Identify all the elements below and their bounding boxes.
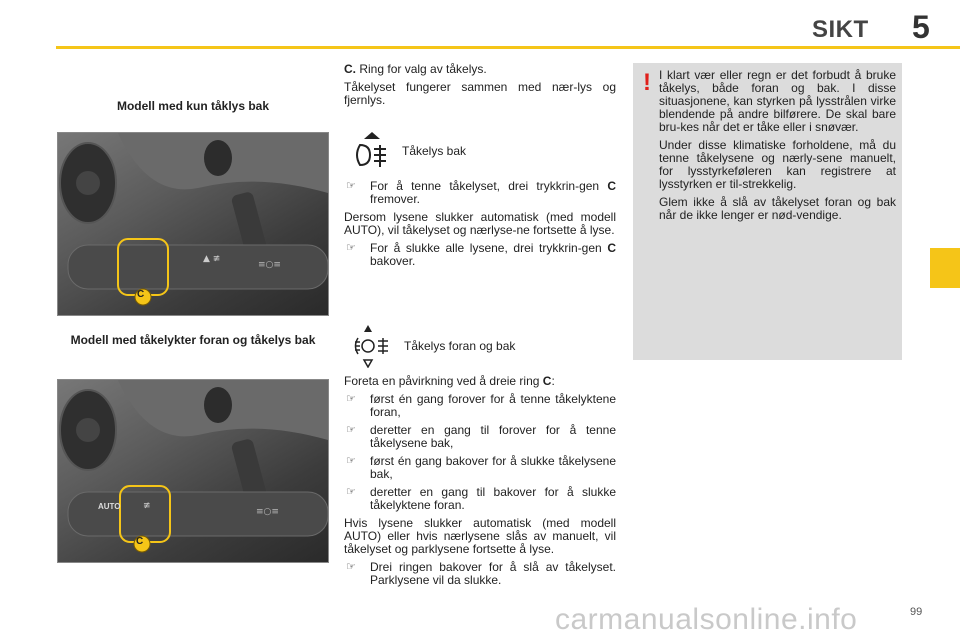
page-number: 99 xyxy=(910,606,923,618)
chapter-number: 5 xyxy=(912,9,930,45)
list-item: deretter en gang til bakover for å slukke tåkelyktene foran. xyxy=(370,485,616,512)
bullet-icon: ☞ xyxy=(346,561,356,573)
warning-icon: ! xyxy=(643,69,651,96)
both-auto-text: Hvis lysene slukker automatisk (med modell AUTO) eller hvis nærlysene slås av manuelt, vil tåkelyset og parklysene fortsette å lyse. xyxy=(344,516,616,556)
both-intro-letter: C xyxy=(542,374,552,388)
header-rule xyxy=(56,46,960,49)
warning-paragraph: Under disse klimatiske forholdene, må du tenne tåkelysene og nærly-sene manuelt, for lysstyrkeføleren kan registrere at lysstyrken er til-strekkelig. xyxy=(659,138,896,191)
both-intro-text: Foreta en påvirkning ved å dreie ring xyxy=(344,374,540,388)
page-title: SIKT xyxy=(812,16,869,43)
svg-text:≡○≡: ≡○≡ xyxy=(258,260,281,270)
svg-text:≡○≡: ≡○≡ xyxy=(256,507,279,517)
figure2-caption: Modell med tåkelykter foran og tåkelys bak xyxy=(70,333,316,347)
figure1-photo xyxy=(57,132,329,316)
rear-auto-text: Dersom lysene slukker automatisk (med modell AUTO), vil tåkelyset og nærlyse-ne fortsette å lyse. xyxy=(344,210,616,237)
list-item: først én gang bakover for å slukke tåkelysene bak, xyxy=(370,454,616,481)
rear-b2-text: For å slukke alle lysene, drei trykkrin-gen xyxy=(370,241,602,255)
watermark: carmanualsonline.info xyxy=(555,603,858,636)
bullet-icon: ☞ xyxy=(346,455,356,467)
bullet-icon: ☞ xyxy=(346,393,356,405)
chapter-tab xyxy=(930,248,960,288)
rear-b1-text: For å tenne tåkelyset, drei trykkrin-gen xyxy=(370,179,600,193)
figure2-auto-label: AUTO xyxy=(98,502,121,511)
intro-text: Tåkelyset fungerer sammen med nær-lys og fjernlys. xyxy=(344,80,616,107)
bullet-icon: ☞ xyxy=(346,242,356,254)
list-item: først én gang forover for å tenne tåkelyktene foran, xyxy=(370,392,616,419)
front-rear-fog-icon xyxy=(352,324,394,368)
warning-text xyxy=(659,69,896,227)
front-rear-fog-label: Tåkelys foran og bak xyxy=(404,339,516,353)
rear-b1-end: fremover. xyxy=(370,192,421,206)
both-intro-colon: : xyxy=(551,374,555,388)
ring-letter: C. xyxy=(344,62,356,76)
stalk-illustration-front-rear xyxy=(58,380,328,562)
bullet-icon: ☞ xyxy=(346,486,356,498)
svg-text:▲ ≢: ▲ ≢ xyxy=(203,254,221,264)
front-rear-fog-row xyxy=(352,324,515,368)
rear-fog-label: Tåkelys bak xyxy=(402,144,467,158)
ring-description xyxy=(344,63,616,112)
warning-paragraph: I klart vær eller regn er det forbudt å bruke tåkelys, både foran og bak. I disse situasjonene, kan styrken på lysstrålen virke blendende på andre bilførere. De skal bare bru-kes når det er tåke eller i snøvær. xyxy=(659,68,896,134)
warning-box xyxy=(633,63,902,360)
front-rear-instructions xyxy=(344,375,616,592)
bullet-icon: ☞ xyxy=(346,424,356,436)
stalk-illustration-rear xyxy=(58,133,328,315)
figure2-photo xyxy=(57,379,329,563)
rear-fog-icon xyxy=(352,131,392,171)
rear-fog-row xyxy=(352,131,466,171)
rear-b2-letter: C xyxy=(607,241,616,255)
rear-fog-instructions xyxy=(344,180,616,273)
ring-text: Ring for valg av tåkelys. xyxy=(359,62,487,76)
figure2-callout: C xyxy=(136,536,144,547)
rear-b2-end: bakover. xyxy=(370,254,416,268)
list-item: Drei ringen bakover for å slå av tåkelyset. Parklysene vil da slukke. xyxy=(370,560,616,587)
figure1-callout: C xyxy=(137,289,145,300)
rear-b1-letter: C xyxy=(607,179,616,193)
figure1-caption: Modell med kun tåklys bak xyxy=(116,99,270,113)
list-item: deretter en gang til forover for å tenne tåkelysene bak, xyxy=(370,423,616,450)
svg-text:≢: ≢ xyxy=(143,501,151,511)
warning-paragraph: Glem ikke å slå av tåkelyset foran og bak når de ikke lenger er nød-vendige. xyxy=(659,195,896,222)
bullet-icon: ☞ xyxy=(346,180,356,192)
